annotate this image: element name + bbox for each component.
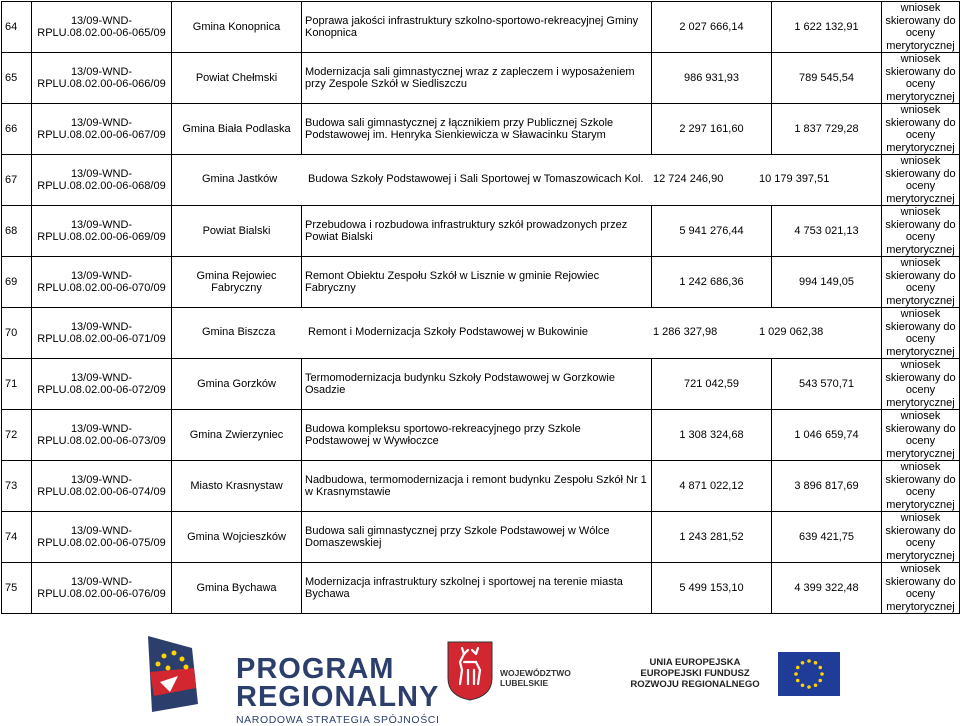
program-line3: NARODOWA STRATEGIA SPÓJNOŚCI [236,714,440,726]
status-line: merytorycznej [886,447,955,460]
beneficiary: Gmina Konopnica [172,2,302,53]
status-line: skierowany do [885,218,956,231]
table-row [2,359,960,410]
status-line: wniosek [900,206,941,218]
status-line: skierowany do [885,269,956,282]
application-number: 13/09-WND-RPLU.08.02.00-06-072/09 [32,359,172,410]
cofinancing-value: 994 149,05 [772,257,882,308]
status-line: oceny [905,282,936,294]
table-row [2,206,960,257]
status-line: wniosek [900,53,941,65]
program-line2: REGIONALNY [236,681,440,713]
status-line: skierowany do [885,524,956,537]
project-title: Modernizacja infrastruktury szkolnej i sportowej na terenie miasta Bychawa [302,563,652,614]
eu-star-icon [796,666,800,670]
status-line: merytorycznej [886,600,955,613]
total-value: 2 027 666,14 [652,2,772,53]
total-value: 5 499 153,10 [652,563,772,614]
status-line: merytorycznej [886,294,955,307]
status-cell [882,104,960,155]
beneficiary: Gmina Jastków [202,173,278,185]
eu-wordmark [615,657,775,690]
beneficiary: Powiat Bialski [172,206,302,257]
total-value: 721 042,59 [652,359,772,410]
status-line: merytorycznej [886,141,955,154]
status-cell [882,257,960,308]
project-title: Budowa sali gimnastycznej z łącznikiem przy Publicznej Szkole Podstawowej im. Henryka Sienkiewicza w Sławacinku Starym [302,104,652,155]
total-value: 1 286 327,98 [653,326,718,338]
project-title: Remont i Modernizacja Szkoły Podstawowej w Bukowinie [308,326,589,338]
total-value: 5 941 276,44 [652,206,772,257]
beneficiary: Gmina Wojcieszków [172,512,302,563]
total-value: 4 871 022,12 [652,461,772,512]
status-line: merytorycznej [886,396,955,409]
status-line: oceny [905,180,936,192]
status-line: oceny [905,384,936,396]
table-row [2,512,960,563]
project-title: Budowa Szkoły Podstawowej i Sali Sportowej w Tomaszowicach Kol. [308,173,644,185]
beneficiary: Gmina Biszcza [202,326,276,338]
eu-star-icon [801,661,805,665]
cofinancing-value: 3 896 817,69 [772,461,882,512]
status-line: wniosek [900,410,941,422]
total-value: 986 931,93 [652,53,772,104]
table-row [2,257,960,308]
eu-star-icon [818,666,822,670]
beneficiary: Powiat Chełmski [172,53,302,104]
eu-star-icon [807,659,811,663]
project-title: Budowa kompleksu sportowo-rekreacyjnego przy Szkole Podstawowej w Wywłoczce [302,410,652,461]
merged-row-cell [172,308,882,359]
eu-line1: UNIA EUROPEJSKA [649,657,741,668]
eu-star-icon [801,683,805,687]
status-line: skierowany do [885,371,956,384]
project-title: Poprawa jakości infrastruktury szkolno-sportowo-rekreacyjnej Gminy Konopnica [302,2,652,53]
status-cell [882,410,960,461]
cofinancing-value: 543 570,71 [772,359,882,410]
eu-line2: EUROPEJSKI FUNDUSZ [640,668,750,679]
status-line: merytorycznej [886,243,955,256]
cofinancing-value: 4 753 021,13 [772,206,882,257]
status-line: merytorycznej [886,192,955,205]
row-number: 67 [2,155,32,206]
beneficiary: Miasto Krasnystaw [172,461,302,512]
eu-flag-icon [778,652,840,696]
row-number: 75 [2,563,32,614]
application-number: 13/09-WND-RPLU.08.02.00-06-066/09 [32,53,172,104]
row-number: 71 [2,359,32,410]
status-cell [882,359,960,410]
status-line: wniosek [900,155,941,167]
table-row [2,2,960,53]
application-number: 13/09-WND-RPLU.08.02.00-06-070/09 [32,257,172,308]
beneficiary: Gmina Gorzków [172,359,302,410]
status-line: oceny [905,27,936,39]
table-row [2,53,960,104]
program-regionalny-logo-icon [130,632,230,720]
beneficiary: Gmina Biała Podlaska [172,104,302,155]
beneficiary: Gmina Bychawa [172,563,302,614]
project-title: Przebudowa i rozbudowa infrastruktury szkół prowadzonych przez Powiat Bialski [302,206,652,257]
eu-star-icon [796,679,800,683]
status-line: merytorycznej [886,549,955,562]
status-line: skierowany do [885,65,956,78]
status-line: skierowany do [885,473,956,486]
voivodeship-wordmark [500,668,571,688]
cofinancing-value: 1 046 659,74 [772,410,882,461]
eu-star-icon [814,683,818,687]
status-cell [882,206,960,257]
cofinancing-value: 1 622 132,91 [772,2,882,53]
cofinancing-value: 639 421,75 [772,512,882,563]
row-number: 72 [2,410,32,461]
status-line: wniosek [900,563,941,575]
status-line: merytorycznej [886,345,955,358]
cofinancing-value: 4 399 322,48 [772,563,882,614]
beneficiary: Gmina Zwierzyniec [172,410,302,461]
cofinancing-value: 10 179 397,51 [759,173,830,185]
row-number: 65 [2,53,32,104]
status-line: wniosek [900,512,941,524]
total-value: 1 242 686,36 [652,257,772,308]
eu-line3: ROZWOJU REGIONALNEGO [630,679,760,690]
application-number: 13/09-WND-RPLU.08.02.00-06-075/09 [32,512,172,563]
application-number: 13/09-WND-RPLU.08.02.00-06-065/09 [32,2,172,53]
application-number: 13/09-WND-RPLU.08.02.00-06-069/09 [32,206,172,257]
status-line: skierowany do [885,575,956,588]
status-cell [882,308,960,359]
status-cell [882,53,960,104]
status-line: skierowany do [885,167,956,180]
application-number: 13/09-WND-RPLU.08.02.00-06-067/09 [32,104,172,155]
eu-star-icon [807,685,811,689]
status-line: wniosek [900,2,941,14]
project-title: Remont Obiektu Zespołu Szkół w Lisznie w gminie Rejowiec Fabryczny [302,257,652,308]
status-line: merytorycznej [886,498,955,511]
total-value: 1 243 281,52 [652,512,772,563]
status-line: skierowany do [885,422,956,435]
eu-star-icon [794,672,798,676]
status-line: wniosek [900,308,941,320]
project-title: Nadbudowa, termomodernizacja i remont budynku Zespołu Szkół Nr 1 w Krasnymstawie [302,461,652,512]
total-value: 1 308 324,68 [652,410,772,461]
status-line: wniosek [900,461,941,473]
status-cell [882,512,960,563]
table-body [2,2,960,614]
status-line: oceny [905,78,936,90]
status-line: merytorycznej [886,90,955,103]
cofinancing-value: 1 837 729,28 [772,104,882,155]
table-row [2,155,960,206]
status-line: oceny [905,486,936,498]
row-number: 73 [2,461,32,512]
project-title: Termomodernizacja budynku Szkoły Podstawowej w Gorzkowie Osadzie [302,359,652,410]
project-title: Modernizacja sali gimnastycznej wraz z zapleczem i wyposażeniem przy Zespole Szkół w Siedliszczu [302,53,652,104]
row-number: 74 [2,512,32,563]
status-cell [882,461,960,512]
status-line: skierowany do [885,320,956,333]
status-line: wniosek [900,257,941,269]
row-number: 70 [2,308,32,359]
application-number: 13/09-WND-RPLU.08.02.00-06-068/09 [32,155,172,206]
status-line: wniosek [900,359,941,371]
table-row [2,308,960,359]
program-regionalny-wordmark [236,655,440,726]
footer-logos [0,600,960,722]
cofinancing-value: 1 029 062,38 [759,326,824,338]
status-line: merytorycznej [886,39,955,52]
row-number: 66 [2,104,32,155]
table-row [2,410,960,461]
merged-row-cell [172,155,882,206]
row-number: 64 [2,2,32,53]
cofinancing-value: 789 545,54 [772,53,882,104]
row-number: 68 [2,206,32,257]
status-line: oceny [905,588,936,600]
eu-star-icon [818,679,822,683]
status-line: skierowany do [885,116,956,129]
eu-star-icon [814,661,818,665]
status-line: oceny [905,129,936,141]
voivodeship-emblem-icon [446,640,494,702]
status-line: oceny [905,435,936,447]
status-line: skierowany do [885,14,956,27]
project-title: Budowa sali gimnastycznej przy Szkole Podstawowej w Wólce Domaszewskiej [302,512,652,563]
status-cell [882,155,960,206]
status-line: oceny [905,231,936,243]
table-row [2,461,960,512]
beneficiary: Gmina Rejowiec Fabryczny [172,257,302,308]
voivodeship-line2: LUBELSKIE [500,678,549,688]
application-number: 13/09-WND-RPLU.08.02.00-06-073/09 [32,410,172,461]
row-number: 69 [2,257,32,308]
application-number: 13/09-WND-RPLU.08.02.00-06-074/09 [32,461,172,512]
voivodeship-line1: WOJEWÓDZTWO [500,668,571,678]
table-row [2,104,960,155]
application-number: 13/09-WND-RPLU.08.02.00-06-076/09 [32,563,172,614]
application-number: 13/09-WND-RPLU.08.02.00-06-071/09 [32,308,172,359]
status-line: oceny [905,333,936,345]
total-value: 2 297 161,60 [652,104,772,155]
status-line: oceny [905,537,936,549]
program-line1: PROGRAM [236,653,395,685]
total-value: 12 724 246,90 [653,173,724,185]
status-line: wniosek [900,104,941,116]
status-cell [882,2,960,53]
eu-star-icon [820,672,824,676]
projects-table [1,1,960,614]
